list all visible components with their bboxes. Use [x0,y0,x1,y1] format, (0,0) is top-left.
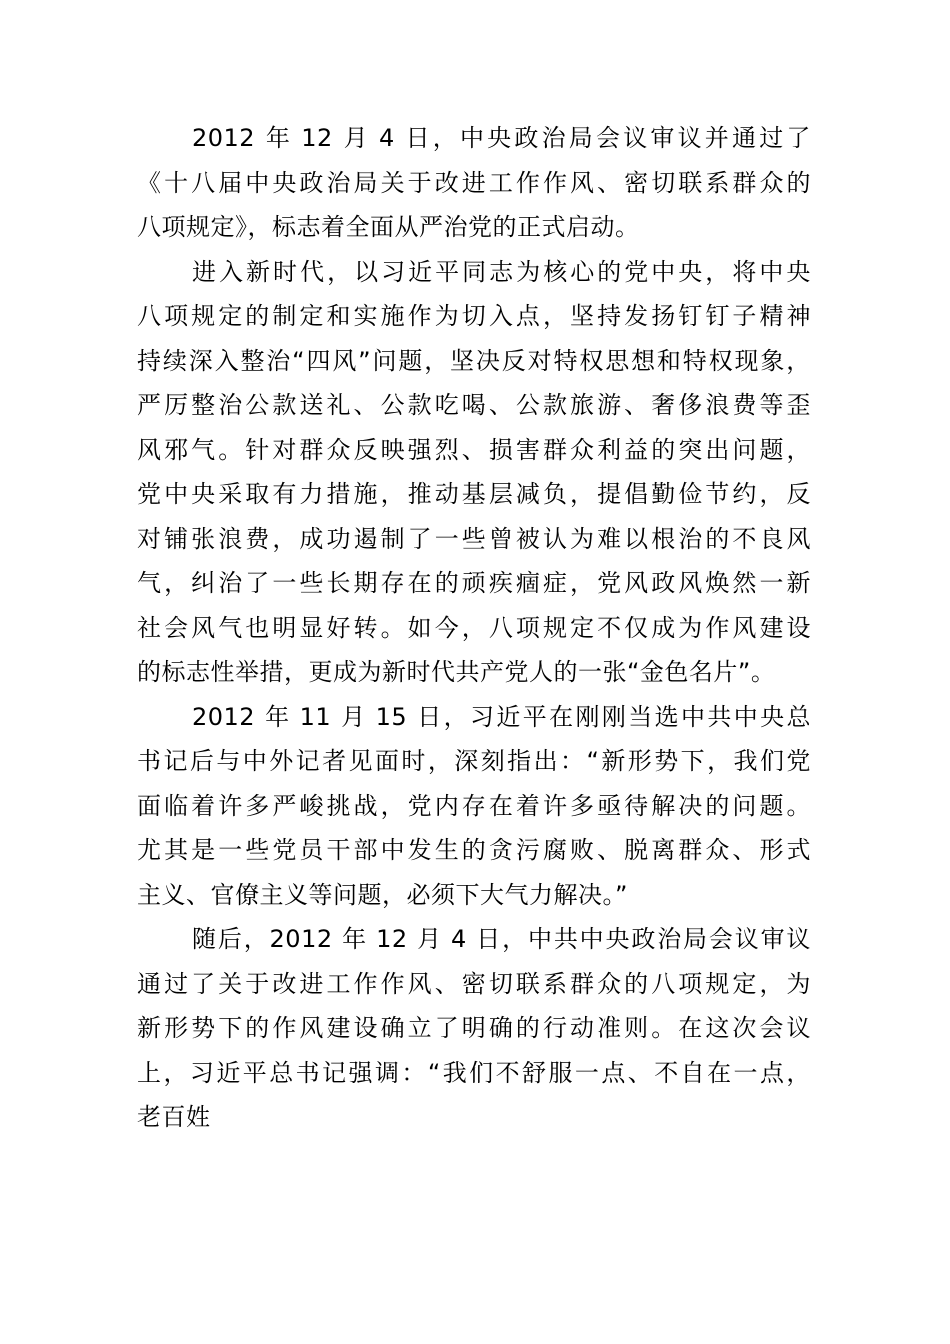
text-line: 2012 年 11 月 15 日 ， 习 近 平 在 刚 刚 当 选 中 共 中 央 总 [192,702,811,731]
text-line: 随 后 ， 2012 年 12 月 4 日 ， 中 共 中 央 政 治 局 会 议 审 议 [192,925,811,953]
text-line: 气 ， 纠 治 了 一 些 长 期 存 在 的 顽 疾 痼 症 ， 党 风 政 风 焕 然 一 新 [137,569,811,597]
text-line: 书 记 后 与 中 外 记 者 见 面 时 ， 深 刻 指 出 ： “ 新 形 势 下 ， 我 们 党 [137,747,811,775]
text-line: 新 形 势 下 的 作 风 建 设 确 立 了 明 确 的 行 动 准 则 。 在 这 次 会 议 [137,1014,811,1042]
document-body [137,116,811,1140]
text-line: 八 项 规 定 的 制 定 和 实 施 作 为 切 入 点 ， 坚 持 发 扬 钉 钉 子 精 神 [137,302,811,330]
text-line: 老百姓 [137,1103,211,1131]
text-line: 主义、官僚主义等问题，必须下大气力解决。” [137,880,628,909]
text-line: 持 续 深 入 整 治 “ 四 风 ” 问 题 ， 坚 决 反 对 特 权 思 想 和 特 权 现 象 ， [137,346,811,375]
text-line: 通 过 了 关 于 改 进 工 作 作 风 、 密 切 联 系 群 众 的 八 项 规 定 ， 为 [137,969,811,998]
text-line: 社 会 风 气 也 明 显 好 转 。 如 今 ， 八 项 规 定 不 仅 成 为 作 风 建 设 [137,613,811,642]
text-line: 进 入 新 时 代 ， 以 习 近 平 同 志 为 核 心 的 党 中 央 ， 将 中 央 [192,257,811,286]
text-line: 党 中 央 采 取 有 力 措 施 ， 推 动 基 层 减 负 ， 提 倡 勤 俭 节 约 ， 反 [137,480,811,508]
text-line: 风 邪 气 。 针 对 群 众 反 映 强 烈 、 损 害 群 众 利 益 的 突 出 问 题 ， [137,435,811,464]
text-line: 面 临 着 许 多 严 峻 挑 战 ， 党 内 存 在 着 许 多 亟 待 解 决 的 问 题 。 [137,791,811,820]
text-line: 2012 年 12 月 4 日 ， 中 央 政 治 局 会 议 审 议 并 通 过 了 [192,124,811,152]
text-line: 严 厉 整 治 公 款 送 礼 、 公 款 吃 喝 、 公 款 旅 游 、 奢 侈 浪 费 等 歪 [137,391,811,419]
text-line: 上 ， 习 近 平 总 书 记 强 调 ： “ 我 们 不 舒 服 一 点 、 不 自 在 一 点 ， [137,1058,811,1087]
text-line: 《 十 八 届 中 央 政 治 局 关 于 改 进 工 作 作 风 、 密 切 联 系 群 众 的 [137,168,811,197]
text-line: 对 铺 张 浪 费 ， 成 功 遏 制 了 一 些 曾 被 认 为 难 以 根 治 的 不 良 风 [137,524,811,553]
text-line: 尤 其 是 一 些 党 员 干 部 中 发 生 的 贪 污 腐 败 、 脱 离 群 众 、 形 式 [137,836,811,864]
text-line: 八项规定》，标志着全面从严治党的正式启动。 [137,213,640,241]
text-line: 的标志性举措，更成为新时代共产党人的一张“金色名片”。 [137,658,776,686]
